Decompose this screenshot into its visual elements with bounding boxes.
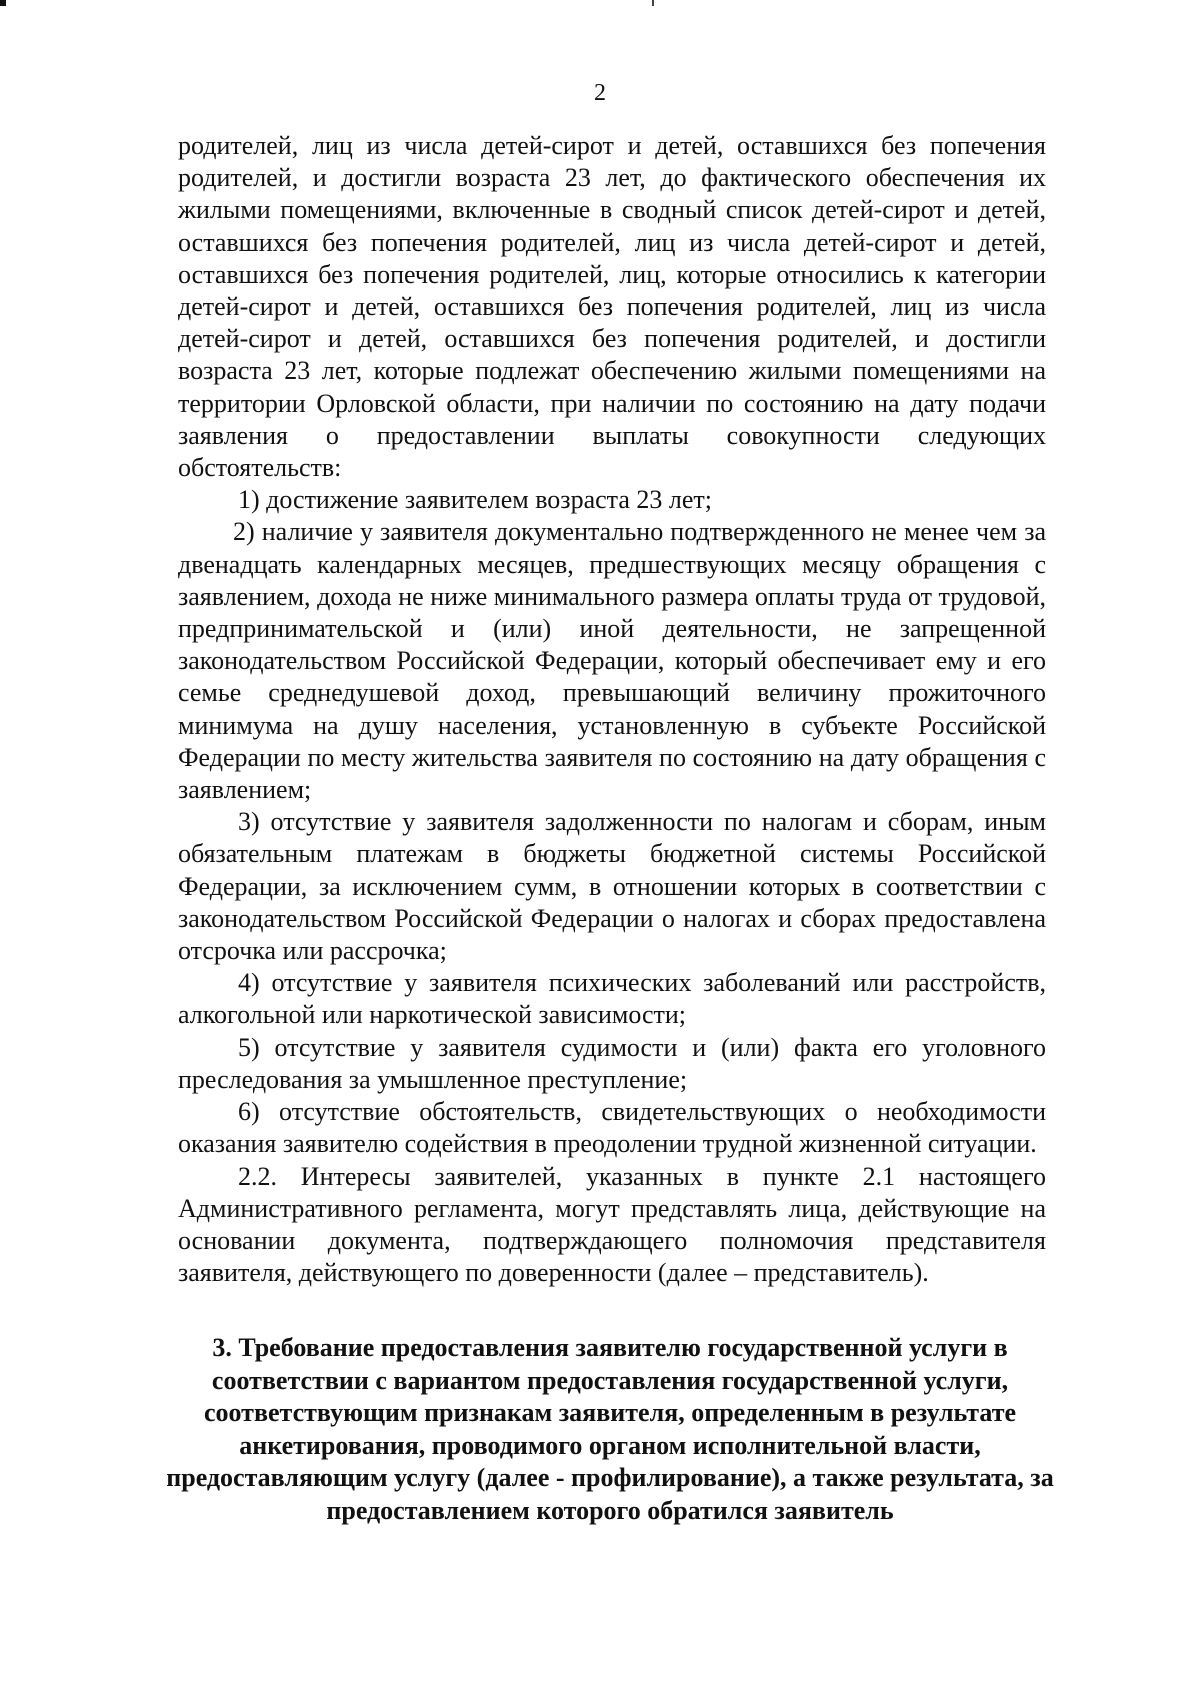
list-item-3: 3) отсутствие у заявителя задолженности по налогам и сборам, иным обязательным платежам в бюджеты бюджетной системы Российской Федерации, за исключением сумм, в отношении которых в соответствии с законодательством Российской Федерации о налогах и сборах предоставлена отсрочка или рассрочка; — [178, 807, 1046, 966]
list-item-5: 5) отсутствие у заявителя судимости и (или) факта его уголовного преследования за умышленное преступление; — [178, 1032, 1046, 1094]
page-number: 2 — [594, 80, 606, 106]
list-item-6: 6) отсутствие обстоятельств, свидетельствующих о необходимости оказания заявителю содействия в преодолении трудной жизненной ситуации. — [178, 1097, 1046, 1159]
paragraph-continuation: родителей, лиц из числа детей-сирот и детей, оставшихся без попечения родителей, и достигли возраста 23 лет, до фактического обеспечения их жилыми помещениями, включенные в сводный список детей-сирот и детей, оставшихся без попечения родителей, лиц из числа детей-сирот и детей, оставшихся без попечения родителей, лиц, которые относились к категории детей-сирот и детей, оставшихся без попечения родителей, лиц из числа детей-сирот и детей, оставшихся без попечения родителей, и достигли возраста 23 лет, которые подлежат обеспечению жилыми помещениями на территории Орловской области, при наличии по состоянию на дату подачи заявления о предоставлении выплаты совокупности следующих обстоятельств: — [178, 131, 1046, 483]
section-heading: 3. Требование предоставления заявителю государственной услуги в соответствии с вариантом предоставления государственной услуги, соответствующим признакам заявителя, определенным в результате анкетирования, проводимого органом исполнительной власти, предоставляющим услугу (далее - профилирование), а также результата, за предоставлением которого обратился заявитель — [166, 1333, 1054, 1525]
list-item-1: 1) достижение заявителем возраста 23 лет; — [238, 485, 712, 515]
list-item-4: 4) отсутствие у заявителя психических заболеваний или расстройств, алкогольной или наркотической зависимости; — [178, 968, 1046, 1030]
scan-mark — [0, 0, 6, 6]
body-text — [178, 130, 1046, 1289]
scan-mark — [652, 0, 654, 6]
list-item-2: 2) наличие у заявителя документально подтвержденного не менее чем за двенадцать календарных месяцев, предшествующих месяцу обращения с заявлением, дохода не ниже минимального размера оплаты труда от трудовой, предпринимательской и (или) иной деятельности, не запрещенной законодательством Российской Федерации, который обеспечивает ему и его семье среднедушевой доход, превышающий величину прожиточного минимума на душу населения, установленную в субъекте Российской Федерации по месту жительства заявителя по состоянию на дату обращения с заявлением; — [178, 517, 1046, 805]
clause-2-2: 2.2. Интересы заявителей, указанных в пункте 2.1 настоящего Административного регламента, могут представлять лица, действующие на основании документа, подтверждающего полномочия представителя заявителя, действующего по доверенности (далее – представитель). — [178, 1161, 1046, 1288]
